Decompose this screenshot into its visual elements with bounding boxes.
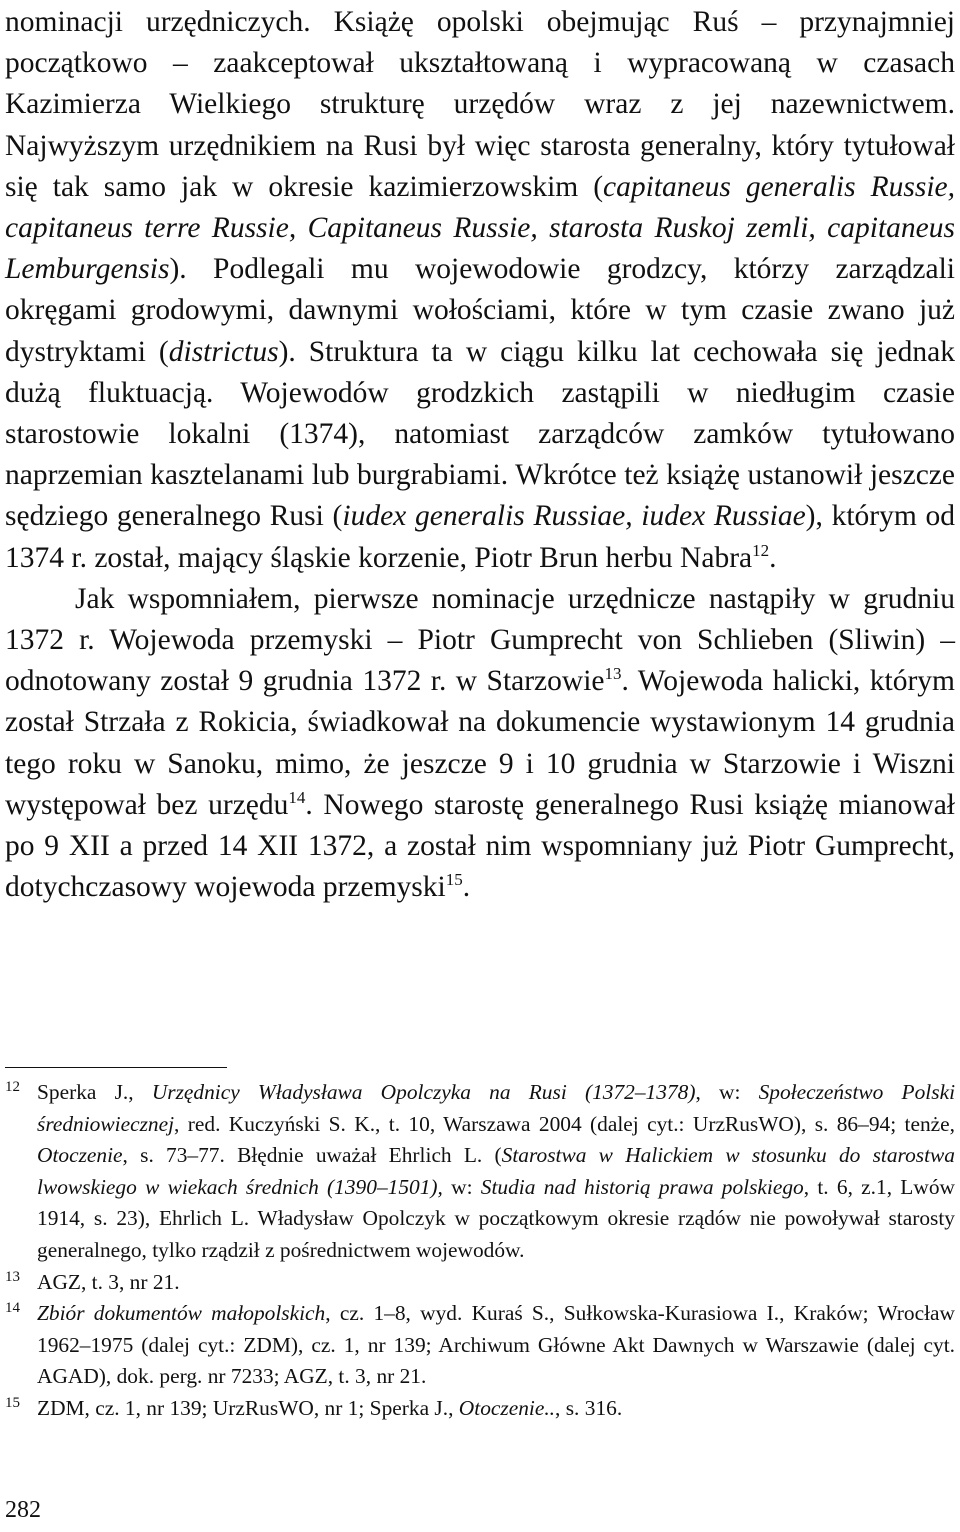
footnote-ref: 12 [752, 540, 770, 560]
text-run: , s. 73–77. Błędnie uważał Ehrlich L. ( [122, 1143, 502, 1168]
text-run: . [769, 541, 777, 574]
footnote-number: 15 [5, 1394, 20, 1411]
italic-text: Społeczeństwo Polski średniowiecznej [37, 1080, 956, 1136]
text-run: ZDM, cz. 1, nr 139; UrzRusWO, nr 1; Sperka J., [37, 1395, 459, 1420]
text-run: AGZ, t. 3, nr 21. [37, 1269, 180, 1294]
footnote-12 [5, 1077, 955, 1267]
footnote-text [37, 1270, 180, 1294]
text-run: , s. 316. [555, 1395, 623, 1420]
italic-text: Zbiór dokumentów małopolskich [37, 1301, 326, 1326]
italic-text: Starostwa w Halickiem w stosunku do starostwa lwowskiego w wiekach średnich (1390–1501), [37, 1143, 955, 1199]
text-run: nominacji urzędniczych. Książę opolski obejmując Ruś – przynajmniej początkowo – zaakceptował ukształtowaną i wypracowaną w czasach Kazimierza Wielkiego strukturę urzędów wraz z jej nazewnictwem. Najwyższym urzędnikiem na Rusi był więc starosta generalny, który tytułował się tak samo jak w okresie kazimierzowskim ( [5, 6, 955, 203]
text-run: ). Podlegali mu wojewodowie grodzcy, którzy zarządzali okręgami grodowymi, dawnymi wołościami, które w tym czasie zwano już dystryktami ( [5, 253, 955, 368]
text-run: , cz. 1–8, wyd. Kuraś S., Sułkowska-Kurasiowa I., Kraków; Wrocław 1962–1975 (dalej cyt.: ZDM), cz. 1, nr 139; Archiwum Główne Akt Dawnych w Warszawie (dalej cyt. AGAD), dok. perg. nr 7233; AGZ, t. 3, nr 21. [37, 1301, 955, 1389]
footnote-ref: 13 [604, 664, 622, 684]
text-run: , red. Kuczyński S. K., t. 10, Warszawa 2004 (dalej cyt.: UrzRusWO), s. 86–94; tenże, [174, 1111, 955, 1136]
italic-text: districtus [168, 335, 279, 368]
text-run: , w: [695, 1080, 759, 1104]
footnote-13 [5, 1267, 955, 1299]
footnote-number: 14 [5, 1300, 20, 1317]
paragraph-2 [5, 579, 955, 909]
footnote-number: 12 [5, 1079, 20, 1095]
footnote-text [37, 1080, 955, 1262]
italic-text: Studia nad historią prawa polskiego [480, 1174, 804, 1199]
text-run: Jak wspomniałem, pierwsze nominacje urzędnicze nastąpiły w grudniu 1372 r. Wojewoda przemyski – Piotr Gumprecht von Schlieben (Sliwin) – odnotowany został 9 grudnia 1372 r. w Starzowie [5, 582, 955, 698]
text-run: w: [442, 1174, 481, 1199]
page-number: 282 [5, 1497, 41, 1523]
italic-text: Urzędnicy Władysława Opolczyka na Rusi (1372–1378) [151, 1080, 696, 1104]
italic-text: iudex generalis Russiae, iudex Russiae [342, 500, 806, 533]
text-run: , t. 6, z.1, Lwów 1914, s. 23), Ehrlich L. Władysław Opolczyk w początkowym okresie rządów nie powoływał starosty generalnego, tylko rządził z pośrednictwem wojewodów. [37, 1174, 955, 1262]
footnote-15 [5, 1393, 955, 1425]
text-run: . Wojewoda halicki, którym został Strzała z Rokicia, świadkował na dokumencie wystawionym 14 grudnia tego roku w Sanoku, mimo, że jeszcze 9 i 10 grudnia w Starzowie i Wiszni występował bez urzędu [5, 665, 955, 821]
text-run: ). Struktura ta w ciągu kilku lat cechowała się jednak dużą fluktuacją. Wojewodów grodzkich zastąpili w niedługim czasie starostowie lokalni (1374), natomiast zarządców zamków tytułowano naprzemian kasztelanami lub burgrabiami. Wkrótce też książę ustanowił jeszcze sędziego generalnego Rusi ( [5, 335, 955, 533]
footnote-number: 13 [5, 1268, 20, 1285]
text-run: . [462, 871, 471, 904]
main-text [5, 2, 955, 908]
text-run: Sperka J., [37, 1080, 152, 1104]
italic-text: capitaneus generalis Russie, capitaneus terre Russie, Capitaneus Russie, starosta Ruskoj zemli, capitaneus Lemburgensis [5, 170, 955, 286]
footnote-14 [5, 1298, 955, 1393]
footnotes [5, 1077, 955, 1425]
text-run: . Nowego starostę generalnego Rusi książę mianował po 9 XII a przed 14 XII 1372, a został nim wspomniany już Piotr Gumprecht, dotychczasowy wojewoda przemyski [5, 788, 955, 904]
text-run: ), którym od 1374 r. został, mający śląskie korzenie, Piotr Brun herbu Nabra [5, 500, 955, 574]
footnote-text [37, 1301, 955, 1388]
footnote-text [37, 1396, 622, 1420]
footnote-ref: 15 [445, 870, 463, 890]
italic-text: Otoczenie.. [458, 1395, 556, 1420]
italic-text: Otoczenie [37, 1143, 123, 1168]
paragraph-1 [5, 2, 955, 579]
footnote-ref: 14 [288, 787, 306, 807]
footnote-separator [5, 1067, 227, 1068]
